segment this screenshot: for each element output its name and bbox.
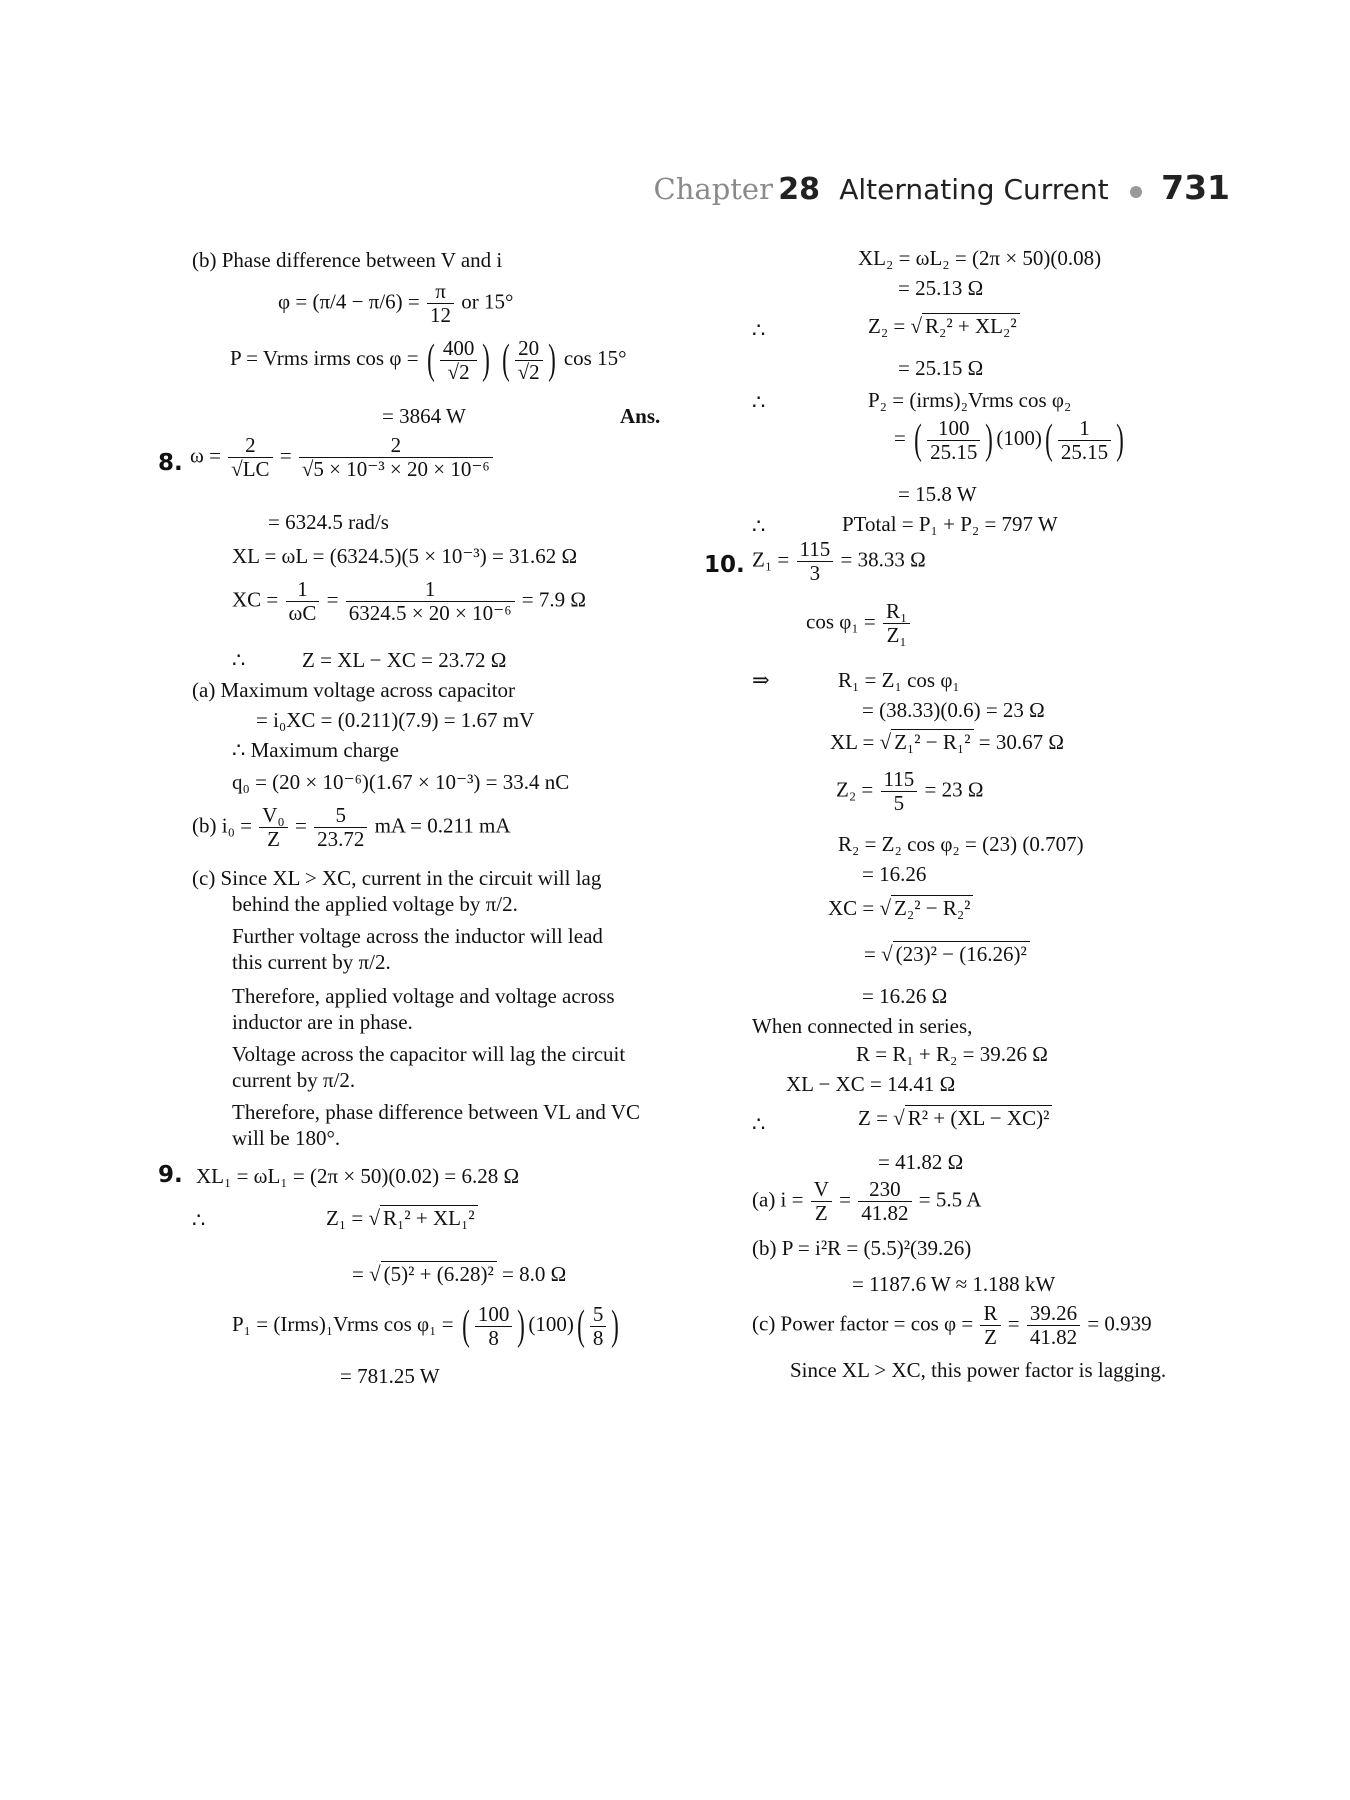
therefore-symbol-4: ∴: [752, 390, 766, 414]
frac-r1-z1: [883, 600, 910, 647]
frac-115-3: [797, 538, 834, 585]
frac-num: 20: [515, 337, 543, 361]
running-header: [654, 168, 1230, 207]
sqrt-icon: √: [893, 1106, 905, 1130]
mid-100: (100): [528, 1311, 574, 1336]
xc-equation: [232, 578, 586, 625]
part-a-line2: = i₀XC = (0.211)(7.9) = 1.67 mV: [256, 708, 535, 732]
cos-lhs: cos φ₁ =: [806, 609, 876, 634]
ans-label: Ans.: [620, 404, 661, 428]
chapter-word: Chapter: [653, 172, 773, 206]
frac-den: 41.82: [1029, 1325, 1078, 1350]
xl1-equation: XL₁ = ωL₁ = (2π × 50)(0.02) = 6.28 Ω: [196, 1164, 520, 1188]
frac-100-2515: [927, 417, 980, 464]
xc-value-radicand: (23)² − (16.26)²: [893, 941, 1030, 966]
frac-num: 100: [927, 417, 980, 441]
r-sum-equation: R = R₁ + R₂ = 39.26 Ω: [856, 1042, 1048, 1066]
xc-result: = 7.9 Ω: [521, 587, 586, 612]
part-a-line3: ∴ Maximum charge: [232, 738, 399, 762]
lagging-statement: Since XL > XC, this power factor is lagging.: [790, 1358, 1167, 1382]
a-result: = 5.5 A: [918, 1187, 982, 1212]
frac-num: π: [427, 280, 454, 304]
z1-lhs: Z₁ =: [326, 1206, 364, 1230]
phase-diff-heading: (b) Phase difference between V and i: [192, 248, 503, 272]
pi-over-12: [427, 280, 454, 327]
z1-10-result: = 38.33 Ω: [840, 547, 926, 572]
sqrt-icon: √: [879, 896, 892, 920]
frac-1-xc-den: [346, 578, 515, 625]
z2-radicand: R₂² + XL₂²: [922, 313, 1020, 338]
frac-den: 12: [430, 303, 452, 328]
xl-radicand: Z₁² − R₁²: [891, 729, 973, 754]
part-c-line9: Therefore, phase difference between VL and VC: [232, 1100, 640, 1124]
power-result: = 3864 W: [382, 404, 466, 428]
frac-num: 115: [881, 768, 918, 792]
sqrt-icon: √: [368, 1206, 381, 1230]
xc-10-value: [864, 942, 1030, 966]
z1-equation: [326, 1206, 478, 1230]
xl-equation: XL = ωL = (6324.5)(5 × 10⁻³) = 31.62 Ω: [232, 544, 578, 568]
frac-num: V₀: [259, 804, 288, 828]
frac-100-8: [475, 1303, 513, 1350]
frac-num: 5: [590, 1303, 607, 1327]
z1-value-radicand: (5)² + (6.28)²: [381, 1261, 497, 1286]
part-c-line7: Voltage across the capacitor will lag the circuit: [232, 1042, 626, 1066]
z1-radicand: R₁² + XL₁²: [380, 1205, 478, 1230]
frac-20-root2: [515, 337, 543, 384]
frac-num: 2: [299, 434, 493, 458]
equals-sign: =: [326, 587, 339, 612]
frac-1-2515: [1058, 417, 1111, 464]
therefore-symbol: ∴: [232, 648, 246, 672]
c-result: = 0.939: [1087, 1311, 1152, 1336]
part-c-power-factor: [752, 1302, 1152, 1349]
xl-result: = 30.67 Ω: [978, 730, 1064, 754]
part-c-line6: inductor are in phase.: [232, 1010, 413, 1034]
frac-den: 25.15: [930, 439, 978, 464]
part-c-line2: behind the applied voltage by π/2.: [232, 892, 518, 916]
equals-sign: =: [352, 1262, 364, 1286]
part-c-line3: Further voltage across the inductor will lead: [232, 924, 603, 948]
xc-10-equation: [828, 896, 973, 920]
equals-sign: =: [839, 1187, 852, 1212]
part-c-line10: will be 180°.: [232, 1126, 341, 1150]
xl2-equation: XL₂ = ωL₂ = (2π × 50)(0.08): [858, 246, 1102, 270]
frac-num: 1: [1058, 417, 1111, 441]
a-lhs: (a) i =: [752, 1187, 804, 1212]
question-8-number: 8.: [158, 450, 183, 476]
z2-lhs: Z₂ =: [868, 314, 906, 338]
frac-den: Z: [984, 1325, 997, 1350]
z2b-result: = 23 Ω: [924, 777, 984, 802]
frac-den: ωC: [288, 601, 317, 626]
therefore-symbol-2: ∴: [192, 1208, 206, 1232]
phi-equation: [278, 280, 513, 327]
part-a-line4: q₀ = (20 × 10⁻⁶)(1.67 × 10⁻³) = 33.4 nC: [232, 770, 570, 794]
part-c-line8: current by π/2.: [232, 1068, 356, 1092]
frac-2-root-expr: [299, 434, 493, 481]
i0-result: mA = 0.211 mA: [374, 813, 511, 838]
series-text: When connected in series,: [752, 1014, 973, 1038]
frac-230-4182: [858, 1178, 911, 1225]
p2-equation: P₂ = (irms)₂Vrms cos φ₂: [868, 388, 1072, 412]
z2b-equation: [836, 768, 983, 815]
omega-equation: [190, 434, 495, 481]
cos-phi1-equation: [806, 600, 912, 647]
z-equation: Z = XL − XC = 23.72 Ω: [302, 648, 507, 672]
z1-value-result: = 8.0 Ω: [502, 1262, 567, 1286]
frac-num: 2: [228, 434, 272, 458]
z2-result: = 25.15 Ω: [898, 356, 984, 380]
implies-symbol: ⇒: [752, 668, 770, 692]
page-number: 731: [1161, 168, 1230, 207]
frac-den: 23.72: [317, 827, 365, 852]
frac-5-8: [590, 1303, 607, 1350]
frac-num: V: [811, 1178, 832, 1202]
frac-den: Z: [814, 1201, 828, 1226]
r2-equation: R₂ = Z₂ cos φ₂ = (23) (0.707): [838, 832, 1084, 856]
c-lhs: (c) Power factor = cos φ =: [752, 1311, 974, 1336]
r2-result: = 16.26: [862, 862, 927, 886]
equals-sign: =: [864, 942, 876, 966]
xl-lhs: XL =: [830, 730, 875, 754]
frac-2-root-lc: [228, 434, 272, 481]
z-lhs: Z =: [858, 1106, 888, 1130]
i0-lhs: (b) i₀ =: [192, 813, 252, 838]
frac-v0-z: [259, 804, 288, 851]
part-b-result: = 1187.6 W ≈ 1.188 kW: [852, 1272, 1056, 1296]
frac-num: 1: [286, 578, 320, 602]
frac-num: R₁: [883, 600, 910, 624]
p1-lhs: P₁ = (Irms)₁Vrms cos φ₁ =: [232, 1311, 454, 1336]
part-b-power: (b) P = i²R = (5.5)²(39.26): [752, 1236, 972, 1260]
part-a-current: [752, 1178, 981, 1225]
z2-equation: [868, 314, 1020, 338]
z-10-equation: [858, 1106, 1052, 1130]
frac-den: 8: [488, 1325, 499, 1350]
bullet-dot-icon: [1130, 186, 1142, 198]
xc-lhs: XC =: [828, 896, 875, 920]
power-equation: P = Vrms irms cos φ = ( $\frac{400}{√2}$ ) ( $\frac{20}{√2}$ ) cos 15°: [230, 335, 627, 384]
or-15: or 15°: [461, 289, 514, 314]
part-c-line1: (c) Since XL > XC, current in the circuit will lag: [192, 866, 602, 890]
frac-den: 25.15: [1060, 439, 1109, 464]
question-10-number: 10.: [704, 552, 745, 578]
omega-result: = 6324.5 rad/s: [268, 510, 389, 534]
frac-1-omega-c: [286, 578, 320, 625]
sqrt-icon: √: [369, 1262, 381, 1286]
frac-den: 41.82: [861, 1201, 909, 1226]
frac-den: 3: [809, 561, 821, 586]
frac-5-z: [314, 804, 367, 851]
frac-den: Z: [267, 827, 280, 852]
sqrt-icon: √: [910, 314, 923, 338]
equals-sign: =: [295, 813, 307, 838]
frac-num: R: [980, 1302, 1000, 1326]
sqrt-icon: √: [881, 942, 893, 966]
cos-15: cos 15°: [563, 345, 627, 370]
chapter-number: 28: [778, 172, 820, 207]
z-radicand: R² + (XL − XC)²: [905, 1105, 1053, 1130]
r1-result: = (38.33)(0.6) = 23 Ω: [862, 698, 1045, 722]
frac-num: 230: [858, 1178, 911, 1202]
omega-lhs: ω =: [190, 443, 221, 468]
frac-den: √LC: [231, 457, 270, 482]
p1-equation: P₁ = (Irms)₁Vrms cos φ₁ = ( $\frac{100}{8}$ ) (100)( $\frac{5}{8}$ ): [232, 1301, 620, 1350]
frac-den: 6324.5 × 20 × 10⁻⁶: [348, 601, 512, 626]
frac-num: 100: [475, 1303, 513, 1327]
p2-expansion: = ( $\frac{100}{25.15}$ ) (100)( $\frac{1}{25.15}$ ): [894, 415, 1124, 464]
frac-den: √2: [447, 359, 470, 384]
r1-equation: R₁ = Z₁ cos φ₁: [838, 668, 960, 692]
p1-result: = 781.25 W: [340, 1364, 440, 1388]
frac-den: Z₁: [886, 623, 907, 648]
frac-num: 39.26: [1027, 1302, 1080, 1326]
therefore-symbol-3: ∴: [752, 318, 766, 342]
xl-xc-diff: XL − XC = 14.41 Ω: [786, 1072, 956, 1096]
xc-lhs: XC =: [232, 587, 279, 612]
xl-10-equation: [830, 730, 1064, 754]
equals-sign: =: [279, 443, 292, 468]
z1-10-lhs: Z₁ =: [752, 547, 790, 572]
mid-100: (100): [996, 425, 1042, 450]
frac-den: 5: [893, 791, 905, 816]
part-c-line5: Therefore, applied voltage and voltage across: [232, 984, 615, 1008]
power-lhs: P = Vrms irms cos φ =: [230, 345, 419, 370]
frac-den: √5 × 10⁻³ × 20 × 10⁻⁶: [301, 457, 490, 482]
z-10-result: = 41.82 Ω: [878, 1150, 964, 1174]
frac-115-5: [881, 768, 918, 815]
frac-3926-4182: [1027, 1302, 1080, 1349]
xc-10-result: = 16.26 Ω: [862, 984, 948, 1008]
phi-lhs: φ = (π/4 − π/6) =: [278, 289, 420, 314]
z1-value: [352, 1262, 566, 1286]
therefore-symbol-6: ∴: [752, 1112, 766, 1136]
z2b-lhs: Z₂ =: [836, 777, 874, 802]
frac-num: 1: [346, 578, 515, 602]
equals-sign: =: [1007, 1311, 1020, 1336]
sqrt-icon: √: [879, 730, 892, 754]
chapter-title: Alternating Current: [839, 173, 1109, 206]
equals-sign: =: [894, 425, 906, 450]
part-c-line4: this current by π/2.: [232, 950, 391, 974]
ptotal-equation: PTotal = P₁ + P₂ = 797 W: [842, 512, 1058, 536]
frac-num: 5: [314, 804, 367, 828]
part-a-heading: (a) Maximum voltage across capacitor: [192, 678, 516, 702]
part-b-i0: [192, 804, 511, 851]
frac-v-z: [811, 1178, 832, 1225]
p2-result: = 15.8 W: [898, 482, 977, 506]
frac-r-z: [980, 1302, 1000, 1349]
frac-den: 8: [592, 1325, 604, 1350]
therefore-symbol-5: ∴: [752, 514, 766, 538]
xl2-result: = 25.13 Ω: [898, 276, 984, 300]
frac-num: 115: [797, 538, 834, 562]
xc-radicand: Z₂² − R₂²: [891, 895, 973, 920]
frac-num: 400: [440, 337, 478, 361]
frac-400-root2: [440, 337, 478, 384]
question-9-number: 9.: [158, 1162, 183, 1188]
z1-10-equation: [752, 538, 926, 585]
frac-den: √2: [517, 359, 540, 384]
